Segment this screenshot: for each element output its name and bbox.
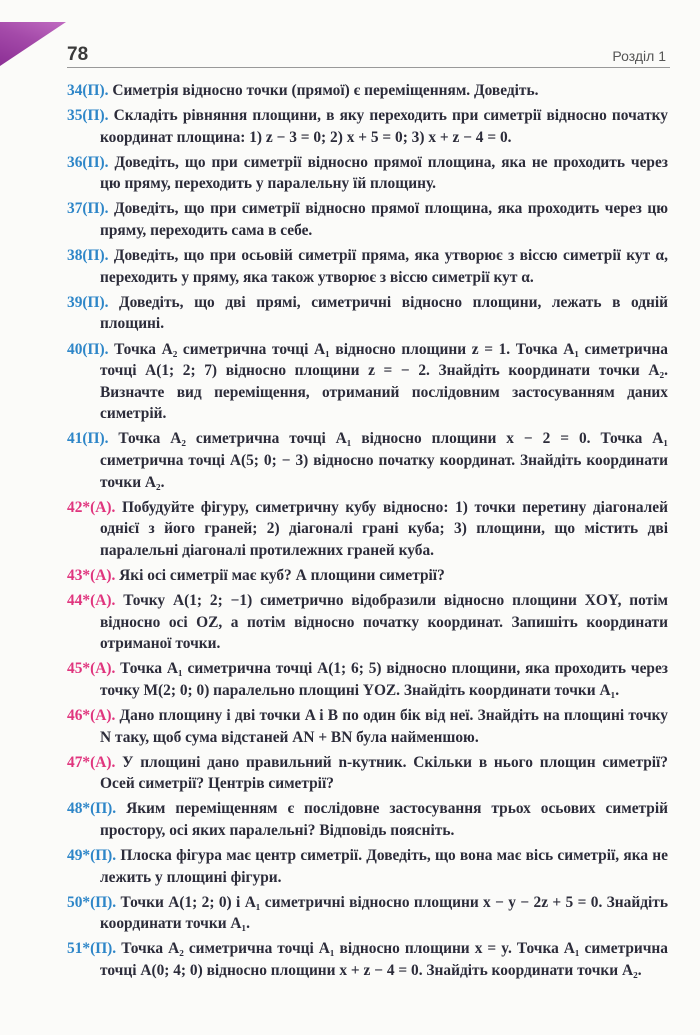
problem-text: Симетрія відносно точки (прямої) є переміщенням. Доведіть. xyxy=(112,82,539,99)
problem-number: 47*(А). xyxy=(67,753,116,771)
problem-text: Складіть рівняння площини, в яку переходить при симетрії відносно початку координат площина: 1) z − 3 = 0; 2) x + 5 = 0; 3) x + z − 4 = 0. xyxy=(100,107,668,146)
page-number: 78 xyxy=(67,44,89,65)
problem-item xyxy=(67,152,668,195)
problem-item xyxy=(67,105,668,148)
problem-item xyxy=(67,565,668,587)
problem-number: 38(П). xyxy=(67,247,109,265)
problem-text: Побудуйте фігуру, симетричну кубу відносно: 1) точки перетину діагоналей однієї з його граней; 2) діагоналі грані куба; 3) площини, що містить дві паралельні діагоналі протилежних граней куба. xyxy=(100,498,668,559)
problem-number: 39(П). xyxy=(67,293,109,311)
problem-text: Доведіть, що при симетрії відносно прямої площина, яка не проходить через цю пряму, переходить у паралельну їй площину. xyxy=(100,153,668,193)
problem-item xyxy=(67,798,668,841)
problem-item xyxy=(67,658,668,701)
problem-list xyxy=(67,80,668,985)
problem-number: 34(П). xyxy=(67,82,109,99)
problem-item xyxy=(67,845,668,888)
problem-number: 41(П). xyxy=(67,430,109,448)
chapter-label: Розділ 1 xyxy=(612,48,666,64)
problem-text: Точка A₂ симетрична точці A₁ відносно площини z = 1. Точка A₁ симетрична точці A(1; 2; 7) відносно площини z = − 2. Знайдіть координати точки A₂. Визначте вид переміщення, отриманий послідовним застосуванням даних симетрій. xyxy=(100,340,668,423)
problem-item xyxy=(67,80,668,102)
problem-item xyxy=(67,892,668,935)
problem-text: У площині дано правильний n-кутник. Скільки в нього площин симетрії? Осей симетрії? Центрів симетрії? xyxy=(100,753,668,793)
problem-number: 44*(А). xyxy=(67,592,116,610)
header-divider xyxy=(67,67,670,68)
problem-item xyxy=(67,245,668,288)
problem-item xyxy=(67,428,668,493)
problem-item xyxy=(67,938,668,981)
problem-number: 43*(А). xyxy=(67,566,116,584)
problem-text: Точка A₂ симетрична точці A₁ відносно площини x = y. Точка A₁ симетрична точці A(0; 4; 0) відносно площини x + z − 4 = 0. Знайдіть координати точки A₂. xyxy=(100,940,668,980)
problem-text: Точки A(1; 2; 0) і A₁ симетричні відносно площини x − y − 2z + 5 = 0. Знайдіть координати точки A₁. xyxy=(100,893,668,933)
problem-text: Точку A(1; 2; −1) симетрично відобразили відносно площини XOY, потім відносно осі OZ, а потім відносно початку координат. Запишіть координати отриманої точки. xyxy=(100,592,668,653)
problem-text: Дано площину і дві точки A і B по один бік від неї. Знайдіть на площині точку N таку, щоб сума відстаней AN + BN була найменшою. xyxy=(100,707,668,746)
problem-text: Точка A₁ симетрична точці A(1; 6; 5) відносно площини, яка проходить через точку M(2; 0; 0) паралельно площині YOZ. Знайдіть координати точки A₁. xyxy=(100,660,668,699)
problem-item xyxy=(67,292,668,335)
corner-decoration xyxy=(0,22,66,66)
problem-number: 46*(А). xyxy=(67,707,116,725)
problem-item xyxy=(67,497,668,562)
problem-number: 40(П). xyxy=(67,340,109,358)
problem-number: 51*(П). xyxy=(67,940,117,958)
problem-number: 50*(П). xyxy=(67,893,117,911)
problem-number: 36(П). xyxy=(67,153,109,171)
problem-number: 49*(П). xyxy=(67,847,117,865)
problem-text: Доведіть, що дві прямі, симетричні відносно площини, лежать в одній площині. xyxy=(100,293,668,333)
problem-item xyxy=(67,339,668,425)
problem-number: 37(П). xyxy=(67,200,109,218)
problem-text: Точка A₂ симетрична точці A₁ відносно площини x − 2 = 0. Точка A₁ симетрична точці A(5; 0; − 3) відносно початку координат. Знайдіть координати точки A₂. xyxy=(100,430,668,491)
problem-number: 45*(А). xyxy=(67,660,116,678)
problem-item xyxy=(67,590,668,655)
problem-item xyxy=(67,752,668,795)
problem-number: 42*(А). xyxy=(67,498,116,516)
problem-text: Плоска фігура має центр симетрії. Доведіть, що вона має вісь симетрії, яка не лежить у площині фігури. xyxy=(100,847,668,886)
problem-item xyxy=(67,198,668,241)
problem-item xyxy=(67,705,668,748)
problem-text: Які осі симетрії має куб? А площини симетрії? xyxy=(119,566,445,584)
problem-number: 35(П). xyxy=(67,107,109,125)
problem-text: Доведіть, що при симетрії відносно прямої площина, яка проходить через цю пряму, переходить сама в себе. xyxy=(100,200,668,240)
problem-text: Доведіть, що при осьовій симетрії пряма, яка утворює з віссю симетрії кут α, переходить у пряму, яка також утворює з віссю симетрії кут α. xyxy=(100,247,668,286)
problem-number: 48*(П). xyxy=(67,800,117,818)
problem-text: Яким переміщенням є послідовне застосування трьох осьових симетрій простору, осі яких паралельні? Відповідь поясніть. xyxy=(100,800,668,839)
